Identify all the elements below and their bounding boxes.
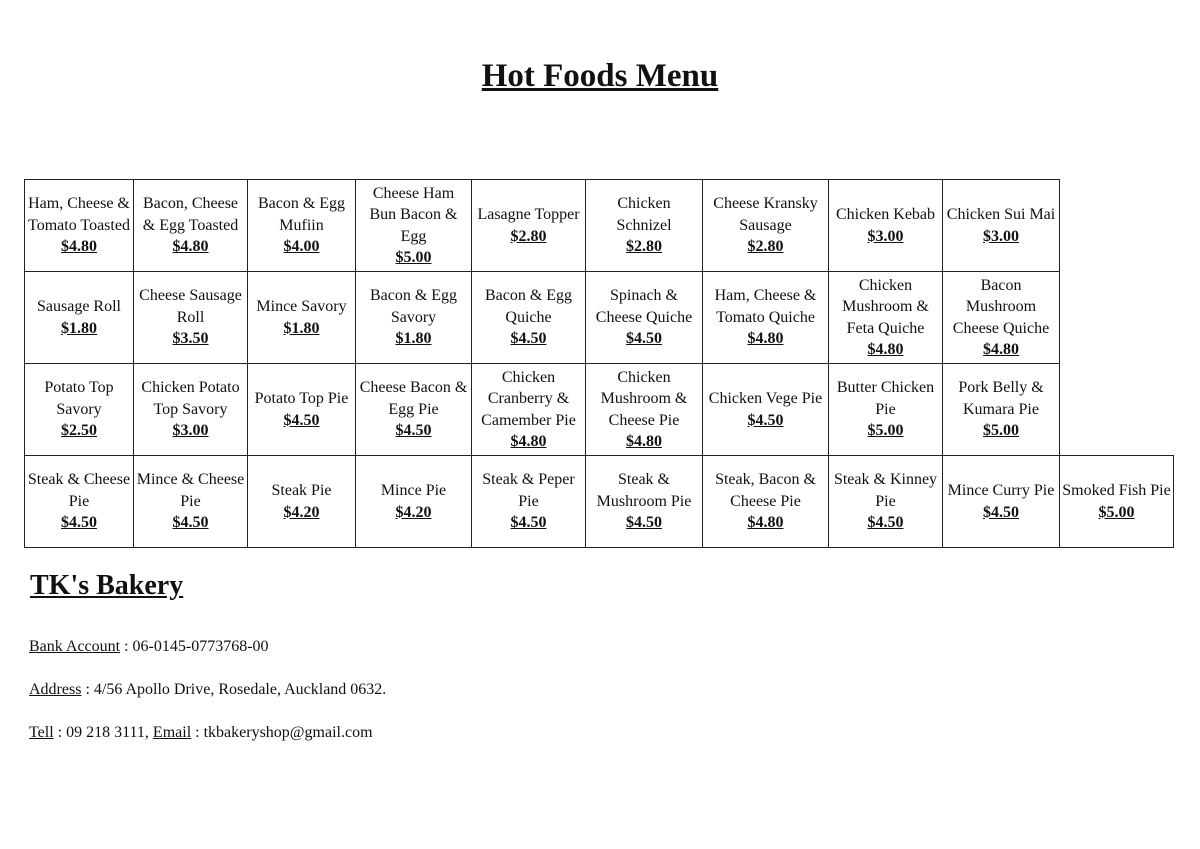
menu-item-name: Ham, Cheese & Tomato Toasted [28,195,130,234]
menu-item [703,180,829,272]
menu-item-name: Steak, Bacon & Cheese Pie [715,471,816,510]
menu-item [134,180,248,272]
menu-item-price: $4.50 [626,514,662,532]
menu-item [943,364,1060,456]
menu-item-price: $4.80 [510,433,547,450]
menu-item-price: $1.80 [283,319,320,337]
menu-item-name: Cheese Ham Bun Bacon & Egg [369,184,458,245]
menu-item [134,364,248,456]
tell-value: : 09 218 3111, [53,724,153,741]
menu-item-name: Potato Top Pie [254,390,349,407]
menu-item-price: $3.00 [867,227,904,245]
menu-item-name: Pork Belly & Kumara Pie [958,379,1044,418]
menu-item-name: Cheese Sausage Roll [139,287,242,326]
menu-row [25,180,1174,272]
menu-item-price: $3.50 [172,330,209,348]
contact-line [29,724,373,742]
menu-item-price: $2.80 [626,238,662,256]
menu-item [356,272,472,364]
menu-row [25,456,1174,548]
menu-item-price: $5.00 [983,422,1019,440]
menu-item-price: $4.50 [867,514,904,532]
menu-item [586,180,703,272]
menu-item [472,456,586,548]
menu-row [25,364,1174,456]
menu-item-price: $4.50 [983,503,1019,521]
page-title: Hot Foods Menu [481,58,719,94]
menu-item-price: $4.50 [172,514,209,532]
menu-item-price: $4.50 [61,514,97,532]
menu-item [829,272,943,364]
menu-item-name: Butter Chicken Pie [836,379,935,418]
menu-item-price: $4.50 [747,411,784,429]
menu-item-price: $3.00 [983,227,1019,245]
menu-item [943,272,1060,364]
menu-item-price: $4.50 [283,411,320,429]
menu-item-price: $1.80 [61,319,97,337]
menu-item [356,364,472,456]
menu-item-name: Mince Curry Pie [947,482,1055,499]
address-line [29,681,386,699]
menu-item-name: Chicken Vege Pie [708,390,823,407]
menu-item-name: Smoked Fish Pie [1062,482,1171,499]
menu-item [703,364,829,456]
empty-cell [1060,272,1174,364]
address-value: : 4/56 Apollo Drive, Rosedale, Auckland 0632. [81,681,387,698]
menu-item-price: $4.20 [395,503,432,521]
menu-item-name: Steak & Kinney Pie [833,471,938,510]
menu-item-name: Chicken Sui Mai [946,206,1056,223]
menu-item-name: Bacon Mushroom Cheese Quiche [952,276,1050,337]
menu-item-name: Spinach & Cheese Quiche [595,287,693,326]
menu-item-name: Steak Pie [271,482,332,499]
menu-item-price: $4.50 [510,330,547,348]
menu-item-name: Mince Savory [256,298,347,315]
menu-item [25,456,134,548]
menu-item-price: $4.80 [983,341,1019,358]
menu-item-name: Steak & Cheese Pie [27,471,131,510]
empty-cell [1060,364,1174,456]
menu-item [472,364,586,456]
email-value: : tkbakeryshop@gmail.com [191,724,373,741]
menu-item-name: Steak & Peper Pie [482,471,575,510]
menu-item-name: Potato Top Savory [44,379,114,418]
menu-row [25,272,1174,364]
menu-item [134,272,248,364]
menu-item-price: $2.80 [747,238,784,256]
menu-item [943,180,1060,272]
menu-item-name: Cheese Bacon & Egg Pie [359,379,468,418]
tell-label: Tell [29,724,54,741]
menu-item-price: $4.80 [172,238,209,256]
empty-cell [1060,180,1174,272]
menu-item [134,456,248,548]
menu-item-name: Bacon & Egg Mufiin [257,195,346,234]
menu-item-name: Chicken Cranberry & Camember Pie [481,368,576,429]
menu-item [248,180,356,272]
menu-item-price: $4.00 [283,238,320,256]
business-name: TK's Bakery [30,570,184,601]
menu-item-name: Mince Pie [380,482,447,499]
menu-item [25,364,134,456]
menu-item-price: $4.80 [747,514,784,532]
menu-item [586,364,703,456]
menu-item-name: Bacon & Egg Savory [369,287,458,326]
menu-item-name: Sausage Roll [37,298,121,315]
bank-account-label: Bank Account [29,638,121,655]
menu-item [248,456,356,548]
menu-item-price: $4.50 [510,514,547,532]
menu-item-price: $5.00 [1098,503,1135,521]
menu-item [248,272,356,364]
address-label: Address [29,681,82,698]
menu-item-name: Bacon & Egg Quiche [484,287,573,326]
menu-item-price: $4.80 [867,341,904,358]
menu-item-name: Bacon, Cheese & Egg Toasted [142,195,239,234]
menu-item-name: Lasagne Topper [477,206,580,223]
menu-item-price: $5.00 [395,249,432,266]
menu-item [829,180,943,272]
menu-item [25,272,134,364]
menu-item-price: $2.50 [61,422,97,440]
menu-item-name: Chicken Potato Top Savory [141,379,240,418]
menu-table [24,179,1174,548]
bank-account-line [29,638,269,656]
menu-item-name: Cheese Kransky Sausage [713,195,818,234]
menu-item-price: $4.20 [283,503,320,521]
menu-item-price: $4.80 [747,330,784,348]
menu-item [356,180,472,272]
menu-item-price: $4.50 [626,330,662,348]
menu-item-price: $3.00 [172,422,209,440]
menu-item-name: Chicken Schnizel [616,195,672,234]
menu-item-price: $5.00 [867,422,904,440]
menu-item [1060,456,1174,548]
menu-item-name: Mince & Cheese Pie [136,471,245,510]
menu-item [472,272,586,364]
bank-account-value: : 06-0145-0773768-00 [120,638,269,655]
menu-item-price: $4.80 [626,433,662,450]
menu-item-name: Ham, Cheese & Tomato Quiche [714,287,817,326]
email-label: Email [152,724,192,741]
menu-item-name: Steak & Mushroom Pie [596,471,692,510]
menu-item [586,456,703,548]
menu-item-name: Chicken Kebab [835,206,936,223]
menu-item [472,180,586,272]
menu-item [943,456,1060,548]
menu-item-price: $1.80 [395,330,432,348]
menu-item [248,364,356,456]
menu-item [356,456,472,548]
menu-item [703,272,829,364]
menu-item [829,456,943,548]
menu-item [586,272,703,364]
menu-item-price: $4.80 [61,238,97,256]
menu-item-price: $4.50 [395,422,432,440]
menu-item-name: Chicken Mushroom & Cheese Pie [600,368,688,429]
menu-item [829,364,943,456]
menu-item-price: $2.80 [510,227,547,245]
menu-item [25,180,134,272]
menu-item [703,456,829,548]
menu-item-name: Chicken Mushroom & Feta Quiche [842,276,929,337]
